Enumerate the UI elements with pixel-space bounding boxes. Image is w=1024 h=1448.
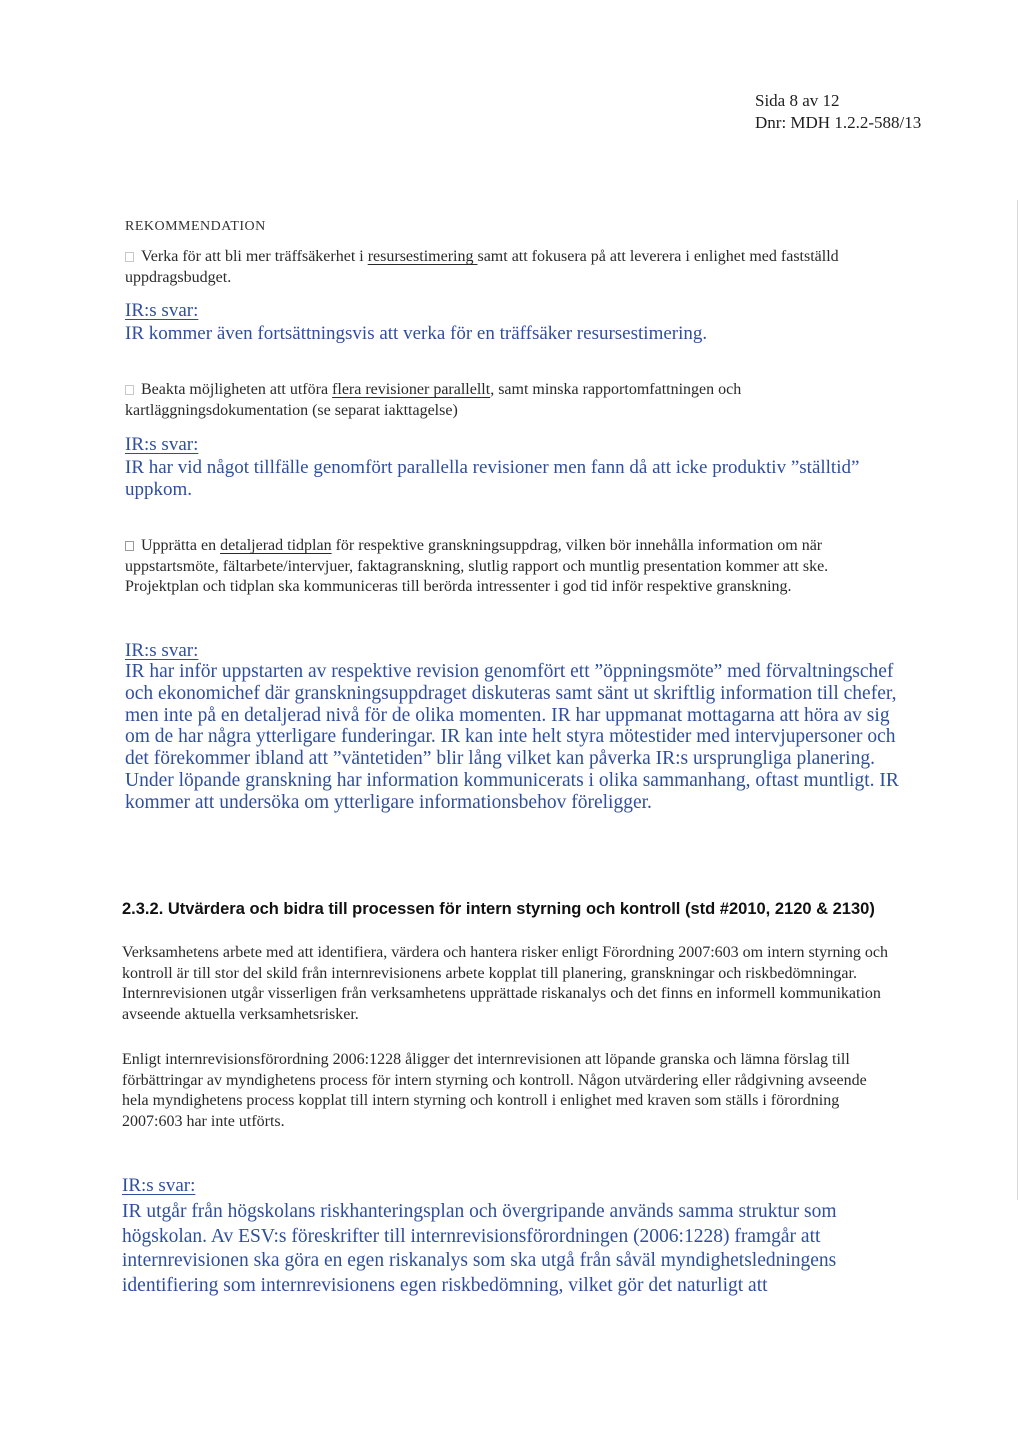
recommendation-item-1: Verka för att bli mer träffsäkerhet i resursestimering samt att fokusera på att leverera i enlighet med fastställd uppdragsbudget.	[125, 248, 839, 286]
document-number: Dnr: MDH 1.2.2-588/13	[755, 113, 922, 132]
page-number: Sida 8 av 12	[755, 91, 840, 110]
recommendation-item-2: Beakta möjligheten att utföra flera revisioner parallellt, samt minska rapportomfattningen och kartläggningsdokumentation (se separat iakttagelse)	[125, 381, 742, 419]
checkbox-bullet-icon	[125, 385, 134, 395]
page-header	[755, 90, 921, 134]
ir-answer-4: IR utgår från högskolans riskhanteringsplan och övergripande används samma struktur som högskolan. Av ESV:s föreskrifter till internrevisionsförordningen (2006:1228) framgår att internrevisionen ska göra en egen riskanalys som ska utgå från såväl myndighetsledningens identifiering som internrevisionens egen riskbedömning, vilket gör det naturligt att	[122, 1201, 837, 1296]
recommendation-item-3: Upprätta en detaljerad tidplan för respektive granskningsuppdrag, vilken bör innehålla information om när uppstartsmöte, fältarbete/intervjuer, faktagranskning, slutlig rapport och muntlig presentation kommer att ske. Projektplan och tidplan ska kommuniceras till berörda intressenter i god tid inför respektive granskning.	[125, 537, 829, 595]
section-paragraph-2: Enligt internrevisionsförordning 2006:1228 åligger det internrevisionen att löpande granska och lämna förslag till förbättringar av myndighetens process för intern styrning och kontroll. Någon utvärdering eller rådgivning avseende hela myndighetens process kopplat till intern styrning och kontroll i enlighet med kraven som ställs i förordning 2007:603 har inte utförts.	[122, 1051, 867, 1130]
recommendation-title: REKOMMENDATION	[125, 219, 266, 234]
checkbox-bullet-icon	[125, 541, 134, 551]
ir-answer-label-2: IR:s svar:	[125, 434, 199, 455]
ir-answer-1: IR kommer även fortsättningsvis att verka för en träffsäker resursestimering.	[125, 323, 708, 344]
scan-edge-line	[1017, 200, 1018, 1200]
ir-answer-2: IR har vid något tillfälle genomfört parallella revisioner men fann då att icke produktiv ”ställtid” uppkom.	[125, 457, 860, 500]
checkbox-bullet-icon	[125, 252, 134, 262]
ir-answer-label-4: IR:s svar:	[122, 1175, 196, 1196]
section-heading: 2.3.2. Utvärdera och bidra till processen för intern styrning och kontroll (std #2010, 2120 & 2130)	[122, 900, 875, 918]
ir-answer-label-3: IR:s svar:	[125, 640, 199, 661]
ir-answer-label-1: IR:s svar:	[125, 300, 199, 321]
section-paragraph-1: Verksamhetens arbete med att identifiera, värdera och hantera risker enligt Förordning 2007:603 om intern styrning och kontroll är till stor del skild från internrevisionens arbete kopplat till planering, granskningar och riskbedömningar. Internrevisionen utgår visserligen från verksamhetens upprättade riskanalys och det finns en informell kommunikation avseende aktuella verksamhetsrisker.	[122, 944, 888, 1023]
ir-answer-3: IR har inför uppstarten av respektive revision genomfört ett ”öppningsmöte” med förvaltningschef och ekonomichef där granskningsuppdraget diskuteras samt sänt ut skriftlig information till chefer, men inte på en detaljerad nivå för de olika momenten. IR har uppmanat mottagarna att höra av sig om de har några ytterligare funderingar. IR kan inte helt styra mötestider med intervjupersoner och det förekommer ibland att ”väntetiden” blir lång vilket kan påverka IR:s ursprungliga planering. Under löpande granskning har information kommunicerats i olika sammanhang, oftast muntligt. IR kommer att undersöka om ytterligare informationsbehov föreligger.	[125, 661, 899, 813]
